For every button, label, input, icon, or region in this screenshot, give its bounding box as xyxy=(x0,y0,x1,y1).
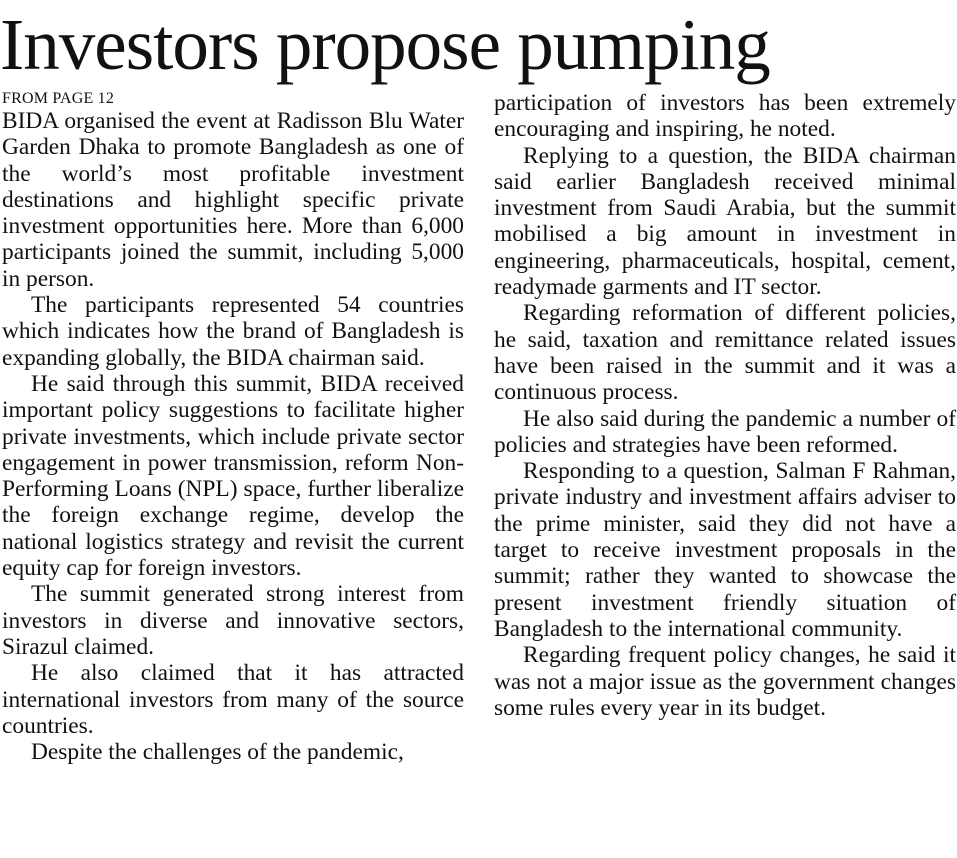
paragraph: Despite the challenges of the pandemic, xyxy=(31,739,404,766)
paragraph: The participants represented 54 countries which indicates how the brand of Bangladesh is expanding globally, the BIDA chairman said. xyxy=(2,292,464,371)
paragraph: Regarding reformation of different policies, he said, taxation and remittance related issues have been raised in the summit and it was a continuous process. xyxy=(494,300,956,406)
headline: Investors propose pumping xyxy=(0,4,770,85)
article-column-right xyxy=(494,90,956,721)
jump-line: FROM PAGE 12 xyxy=(2,90,115,107)
paragraph: participation of investors has been extremely encouraging and inspiring, he noted. xyxy=(494,90,956,143)
paragraph: Regarding frequent policy changes, he said it was not a major issue as the government changes some rules every year in its budget. xyxy=(494,642,956,721)
paragraph: He also said during the pandemic a number of policies and strategies have been reformed. xyxy=(494,405,956,458)
paragraph: Replying to a question, the BIDA chairman said earlier Bangladesh received minimal investment from Saudi Arabia, but the summit mobilised a big amount in investment in engineering, pharmaceuticals, hospital, cement, readymade garments and IT sector. xyxy=(494,142,956,301)
paragraph: BIDA organised the event at Radisson Blu Water Garden Dhaka to promote Bangladesh as one of the world’s most profitable investment destinations and highlight specific private investment opportunities here. More than 6,000 participants joined the summit, including 5,000 in person. xyxy=(2,108,464,292)
paragraph: He also claimed that it has attracted international investors from many of the source countries. xyxy=(2,660,464,739)
article-column-left xyxy=(2,90,464,765)
paragraph: Responding to a question, Salman F Rahman, private industry and investment affairs adviser to the prime minister, said they did not have a target to receive investment proposals in the summit; rather they wanted to showcase the present investment friendly situation of Bangladesh to the international community. xyxy=(494,458,956,642)
paragraph: He said through this summit, BIDA received important policy suggestions to facilitate higher private investments, which include private sector engagement in power transmission, reform Non-Performing Loans (NPL) space, further liberalize the foreign exchange regime, develop the national logistics strategy and revisit the current equity cap for foreign investors. xyxy=(2,370,464,582)
paragraph: The summit generated strong interest from investors in diverse and innovative sectors, Sirazul claimed. xyxy=(2,581,464,660)
